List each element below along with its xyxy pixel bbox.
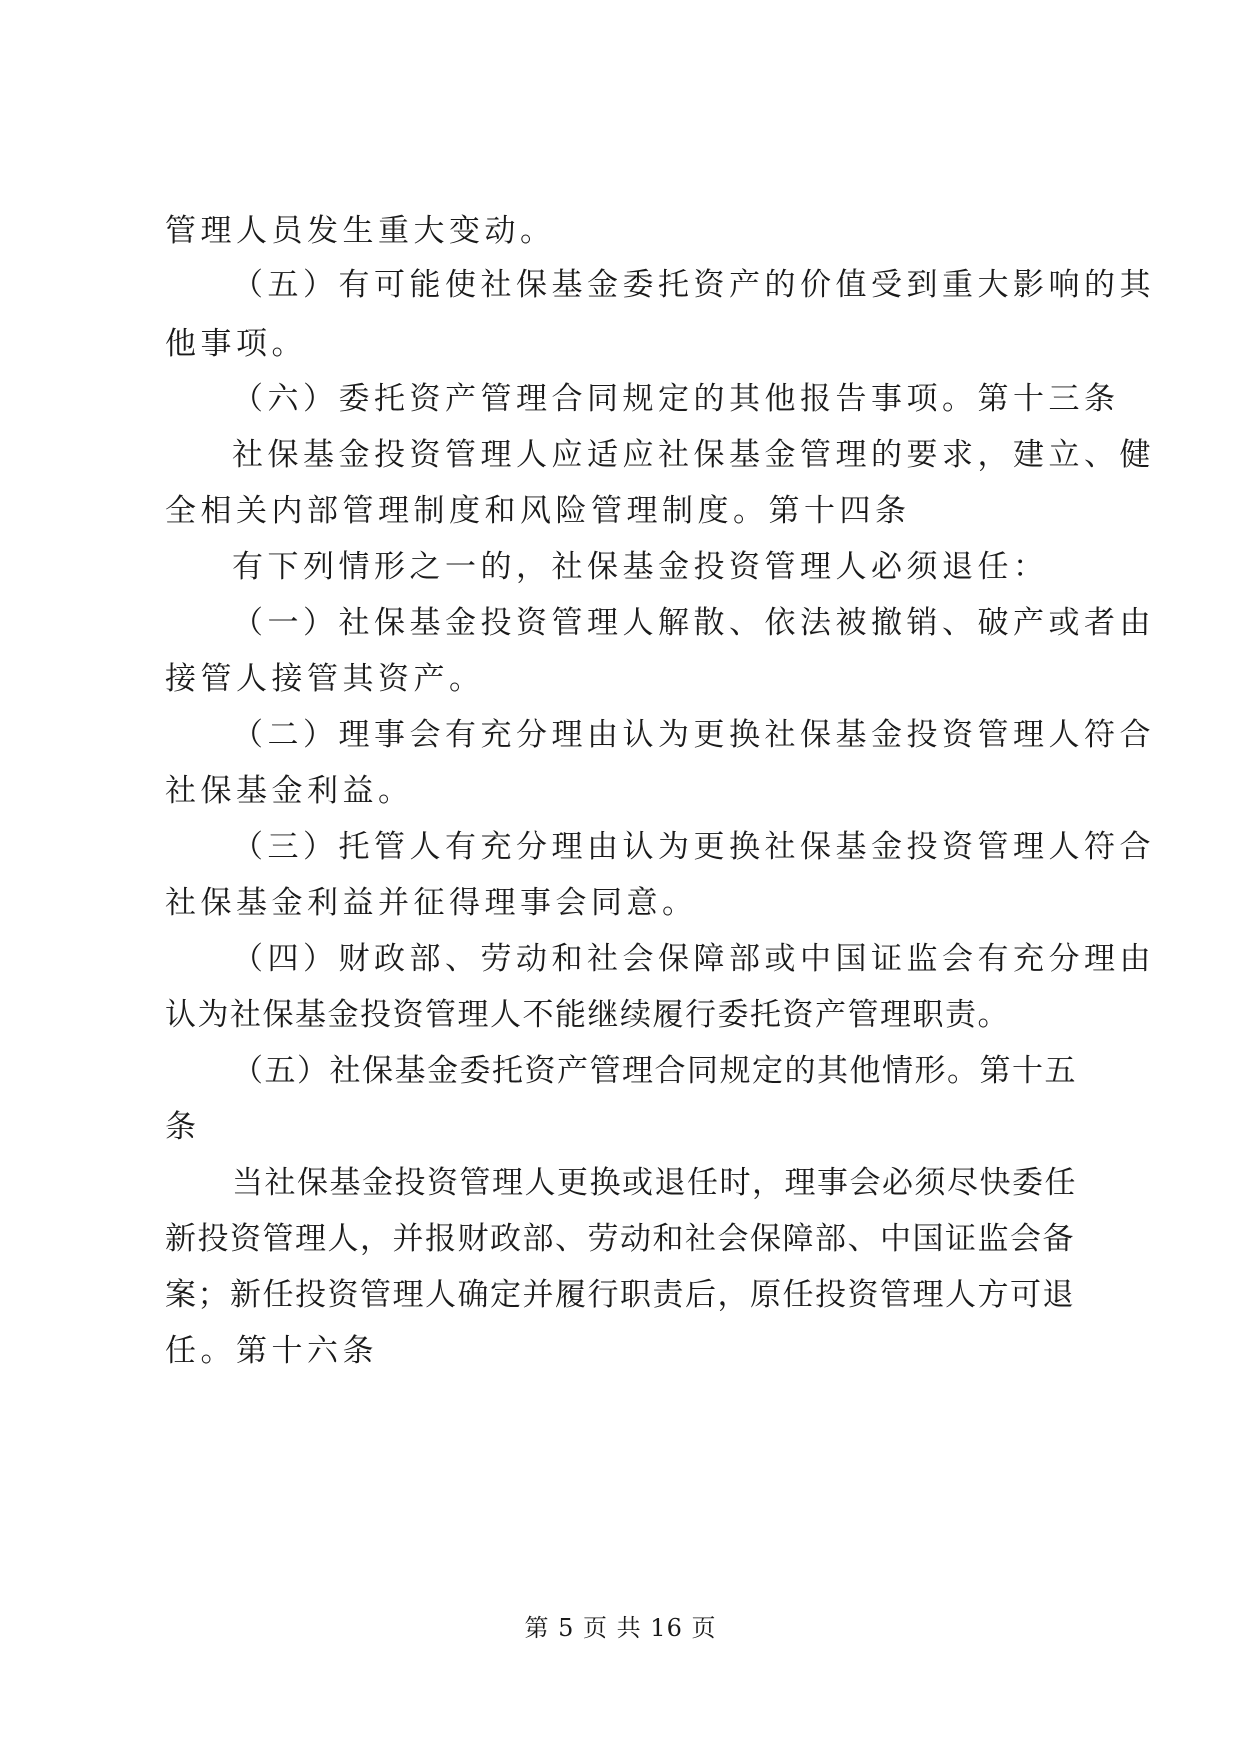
- text-line: 接管人接管其资产。: [165, 661, 485, 697]
- text-line: （五）有可能使社保基金委托资产的价值受到重大影响的其: [232, 267, 1155, 303]
- text-line: 案；新任投资管理人确定并履行职责后，原任投资管理人方可退: [165, 1277, 1075, 1313]
- text-line: 全相关内部管理制度和风险管理制度。第十四条: [165, 493, 911, 529]
- text-line: 认为社保基金投资管理人不能继续履行委托资产管理职责。: [165, 997, 1010, 1033]
- text-line: 条: [165, 1109, 201, 1145]
- text-line: （一）社保基金投资管理人解散、依法被撤销、破产或者由: [232, 605, 1155, 641]
- text-line: （六）委托资产管理合同规定的其他报告事项。第十三条: [232, 381, 1120, 417]
- text-line: （四）财政部、劳动和社会保障部或中国证监会有充分理由: [232, 941, 1155, 977]
- text-line: 有下列情形之一的，社保基金投资管理人必须退任：: [232, 549, 1049, 585]
- text-line: 新投资管理人，并报财政部、劳动和社会保障部、中国证监会备: [165, 1221, 1075, 1257]
- text-line: 社保基金投资管理人应适应社保基金管理的要求，建立、健: [232, 437, 1155, 473]
- text-line: （三）托管人有充分理由认为更换社保基金投资管理人符合: [232, 829, 1155, 865]
- text-line: 管理人员发生重大变动。: [165, 213, 556, 249]
- text-line: 社保基金利益。: [165, 773, 414, 809]
- text-line: 他事项。: [165, 326, 307, 362]
- text-line: （二）理事会有充分理由认为更换社保基金投资管理人符合: [232, 717, 1155, 753]
- text-line: 社保基金利益并征得理事会同意。: [165, 885, 698, 921]
- text-line: （五）社保基金委托资产管理合同规定的其他情形。第十五: [232, 1053, 1077, 1089]
- page-number-footer: 第 5 页 共 16 页: [524, 1614, 717, 1642]
- text-line: 任。第十六条: [165, 1333, 378, 1369]
- text-line: 当社保基金投资管理人更换或退任时，理事会必须尽快委任: [232, 1165, 1077, 1201]
